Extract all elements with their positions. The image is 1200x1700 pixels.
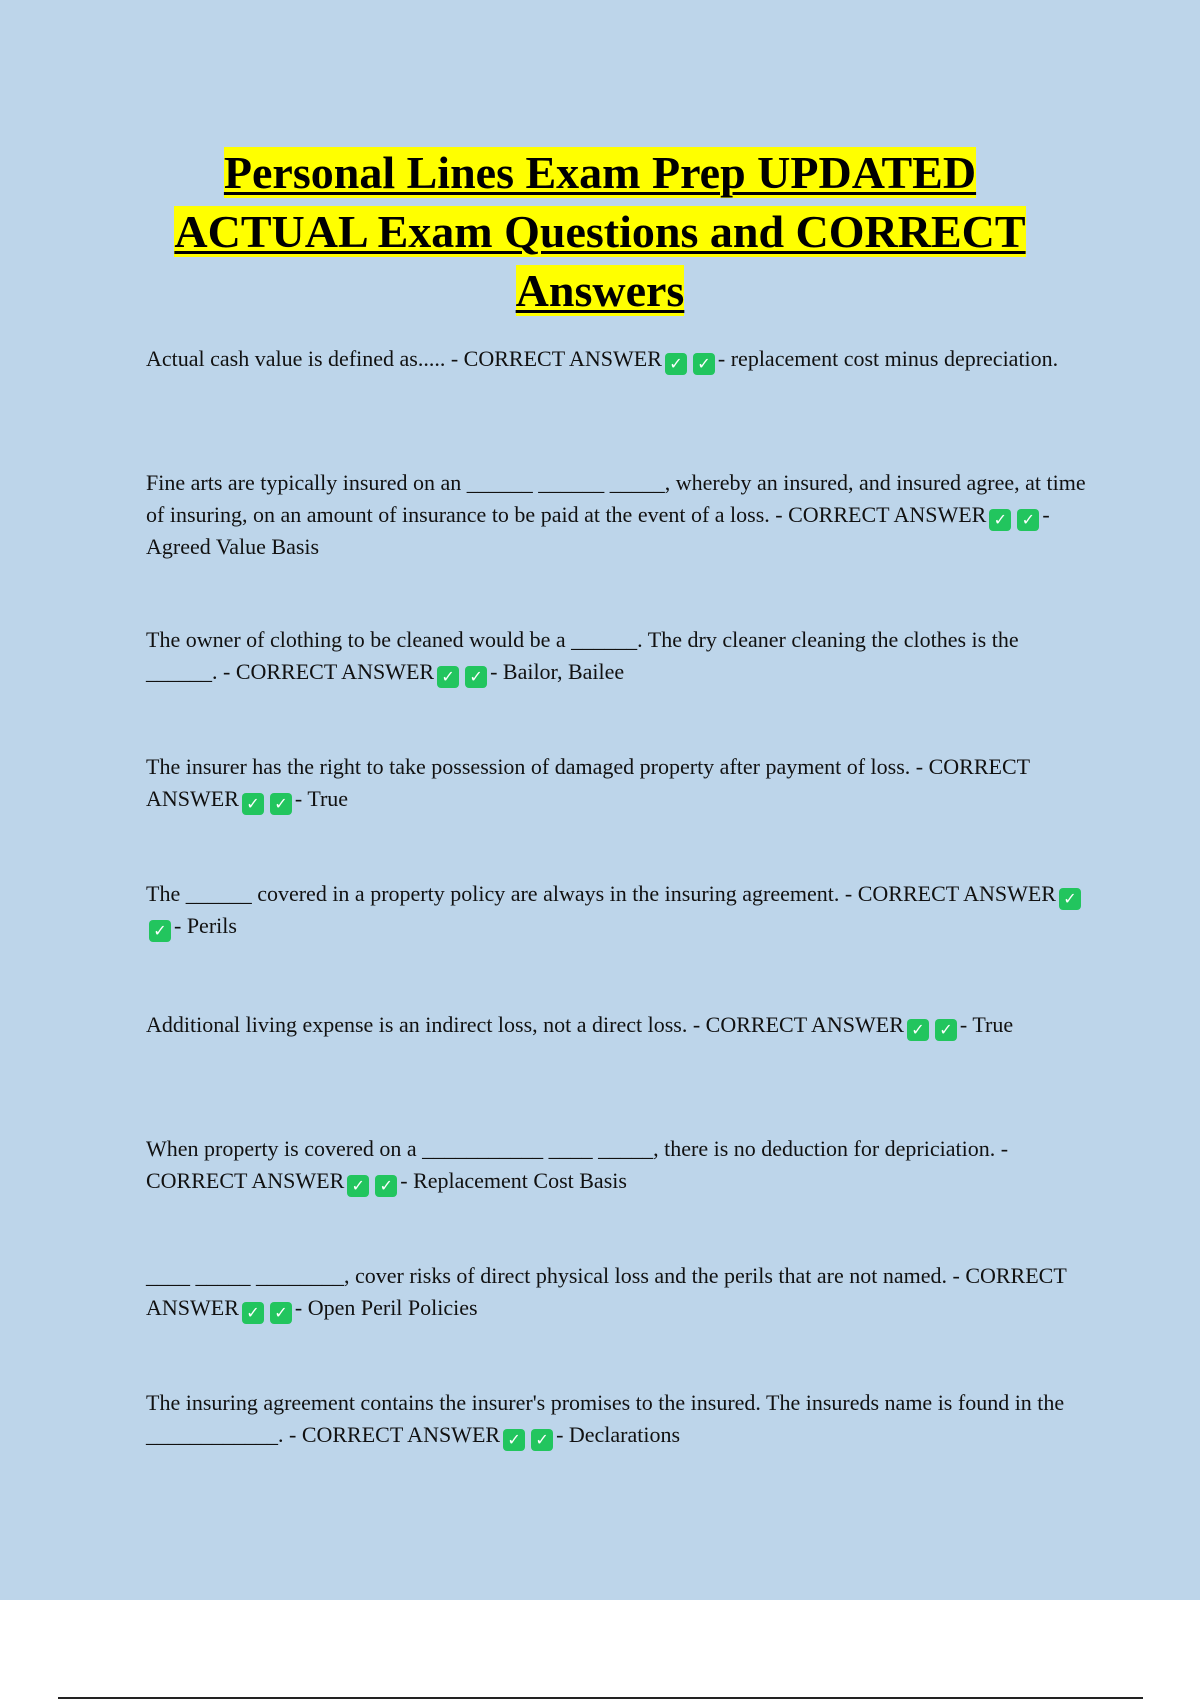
green-checkmark-icon: ✓ <box>242 1302 264 1324</box>
question-text: The ______ covered in a property policy are always in the insuring agreement. <box>146 881 845 906</box>
answer-text: - Perils <box>174 913 237 938</box>
qa-item-7 <box>146 1133 1086 1197</box>
answer-text: - True <box>959 1012 1014 1037</box>
question-text: Additional living expense is an indirect loss, not a direct loss. <box>146 1012 693 1037</box>
qa-item-6 <box>146 1009 1086 1041</box>
question-text: The insurer has the right to take possession of damaged property after payment of loss. <box>146 754 916 779</box>
question-text: ____ _____ ________, cover risks of direct physical loss and the perils that are not named. <box>146 1263 953 1288</box>
green-checkmark-icon: ✓ <box>270 1302 292 1324</box>
answer-label: - CORRECT ANSWER <box>844 881 1056 906</box>
qa-item-3 <box>146 624 1086 688</box>
title-line-2: ACTUAL Exam Questions and CORRECT <box>174 206 1026 257</box>
question-text: Actual cash value is defined as..... <box>146 346 451 371</box>
green-checkmark-icon: ✓ <box>437 666 459 688</box>
title-line-3: Answers <box>515 265 685 316</box>
answer-text: - Replacement Cost Basis <box>400 1168 627 1193</box>
answer-text: - True <box>294 786 349 811</box>
answer-label: - CORRECT ANSWER <box>146 1263 1067 1320</box>
qa-item-5 <box>146 878 1086 942</box>
green-checkmark-icon: ✓ <box>242 793 264 815</box>
answer-label: - CORRECT ANSWER <box>146 1136 1009 1193</box>
document-title <box>0 143 1200 320</box>
green-checkmark-icon: ✓ <box>693 353 715 375</box>
qa-item-9 <box>146 1387 1086 1451</box>
footer-divider <box>58 1697 1143 1699</box>
green-checkmark-icon: ✓ <box>270 793 292 815</box>
answer-text: - Open Peril Policies <box>294 1295 478 1320</box>
answer-text: - replacement cost minus depreciation. <box>717 346 1059 371</box>
green-checkmark-icon: ✓ <box>531 1429 553 1451</box>
answer-label: - CORRECT ANSWER <box>146 754 1030 811</box>
green-checkmark-icon: ✓ <box>149 920 171 942</box>
qa-item-8 <box>146 1260 1086 1324</box>
green-checkmark-icon: ✓ <box>465 666 487 688</box>
qa-item-2 <box>146 467 1086 563</box>
green-checkmark-icon: ✓ <box>375 1175 397 1197</box>
question-text: The owner of clothing to be cleaned would be a ______. The dry cleaner cleaning the clothes is the ______. <box>146 627 1019 684</box>
green-checkmark-icon: ✓ <box>1059 888 1081 910</box>
answer-label: - CORRECT ANSWER <box>289 1422 501 1447</box>
question-text: The insuring agreement contains the insurer's promises to the insured. The insureds name is found in the ____________. <box>146 1390 1065 1447</box>
question-text: When property is covered on a ___________ ____ _____, there is no deduction for depriciation. <box>146 1136 1001 1161</box>
answer-text: - Declarations <box>556 1422 681 1447</box>
qa-item-4 <box>146 751 1086 815</box>
answer-label: - CORRECT ANSWER <box>692 1012 904 1037</box>
title-line-1: Personal Lines Exam Prep UPDATED <box>223 147 977 198</box>
answer-label: - CORRECT ANSWER <box>775 502 987 527</box>
green-checkmark-icon: ✓ <box>347 1175 369 1197</box>
qa-item-1 <box>146 343 1086 375</box>
green-checkmark-icon: ✓ <box>989 509 1011 531</box>
answer-label: - CORRECT ANSWER <box>223 659 435 684</box>
green-checkmark-icon: ✓ <box>665 353 687 375</box>
question-text: Fine arts are typically insured on an ______ ______ _____, whereby an insured, and insured agree, at time of insuring, on an amount of insurance to be paid at the event of a loss. <box>146 470 1086 527</box>
green-checkmark-icon: ✓ <box>907 1019 929 1041</box>
answer-text: - Bailor, Bailee <box>490 659 625 684</box>
green-checkmark-icon: ✓ <box>503 1429 525 1451</box>
answer-label: - CORRECT ANSWER <box>450 346 662 371</box>
green-checkmark-icon: ✓ <box>935 1019 957 1041</box>
green-checkmark-icon: ✓ <box>1017 509 1039 531</box>
answer-text: - Agreed Value Basis <box>146 502 1050 559</box>
